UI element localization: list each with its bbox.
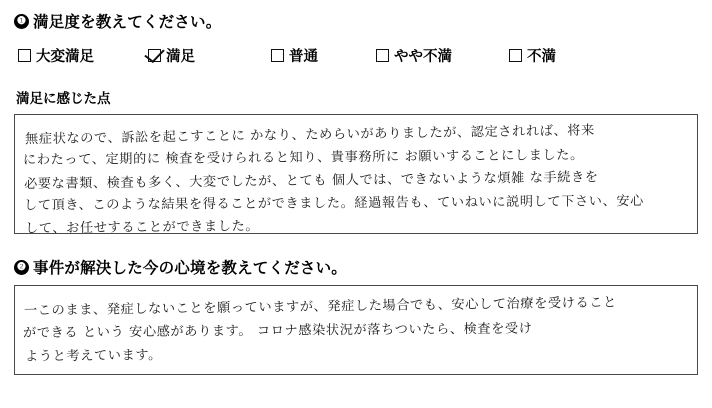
choice-somewhat-dissatisfied[interactable] xyxy=(376,45,509,66)
choice-label-very-satisfied: 大変満足 xyxy=(36,49,94,65)
choice-label-somewhat-dissatisfied: やや不満 xyxy=(394,49,452,65)
checkbox-dissatisfied[interactable] xyxy=(509,49,522,62)
choice-label-satisfied: 満足 xyxy=(166,49,195,65)
checkbox-very-satisfied[interactable] xyxy=(18,49,31,62)
handwritten-line: 一このまま、発症しないことを願っていますが、発症した場合でも、安心して治療を受けること xyxy=(23,295,617,319)
question-1-answer-box[interactable] xyxy=(14,114,698,237)
choice-neutral[interactable] xyxy=(271,45,376,66)
question-2-heading xyxy=(14,256,698,278)
handwritten-line: 無症状なので、訴訟を起こすことに かなり、ためらいがありましたが、認定されれば、将来 xyxy=(24,123,595,148)
question-1-choices xyxy=(14,45,698,66)
choice-satisfied[interactable] xyxy=(148,45,271,66)
choice-label-dissatisfied: 不満 xyxy=(527,49,556,65)
choice-very-satisfied[interactable] xyxy=(18,45,148,66)
handwritten-line: ようと考えています。 xyxy=(24,348,162,365)
checkbox-satisfied[interactable] xyxy=(148,49,161,62)
handwritten-line: ができる という 安心感があります。 コロナ感染状況が落ちついたら、検査を受け xyxy=(22,321,533,341)
question-2-title: 事件が解決した今の心境を教えてください。 xyxy=(33,260,348,277)
question-1-heading xyxy=(14,10,698,32)
question-1-sub-label: 満足に感じた点 xyxy=(16,91,111,106)
choice-dissatisfied[interactable] xyxy=(509,45,556,66)
handwritten-line: して、お任せすることができました。 xyxy=(24,219,260,237)
choice-label-neutral: 普通 xyxy=(289,49,318,65)
question-2-number: ❷ xyxy=(14,260,29,275)
handwritten-line: にわたって、定期的に 検査を受けられると知り、貴事務所に お願いすることにしました。 xyxy=(22,148,584,168)
checkbox-somewhat-dissatisfied[interactable] xyxy=(376,49,389,62)
checkbox-neutral[interactable] xyxy=(271,49,284,62)
handwritten-line: 必要な書類、検査も多く、大変でしたが、とても 個人では、できないような煩雑 な手続きを xyxy=(23,170,599,193)
question-1-number: ❶ xyxy=(14,14,29,29)
handwritten-line: して頂き、このような結果を得ることができました。経過報告も、ていねいに説明して下さい、安心 xyxy=(23,194,644,214)
question-2-answer-box[interactable] xyxy=(14,285,698,375)
question-1-title: 満足度を教えてください。 xyxy=(33,14,222,31)
